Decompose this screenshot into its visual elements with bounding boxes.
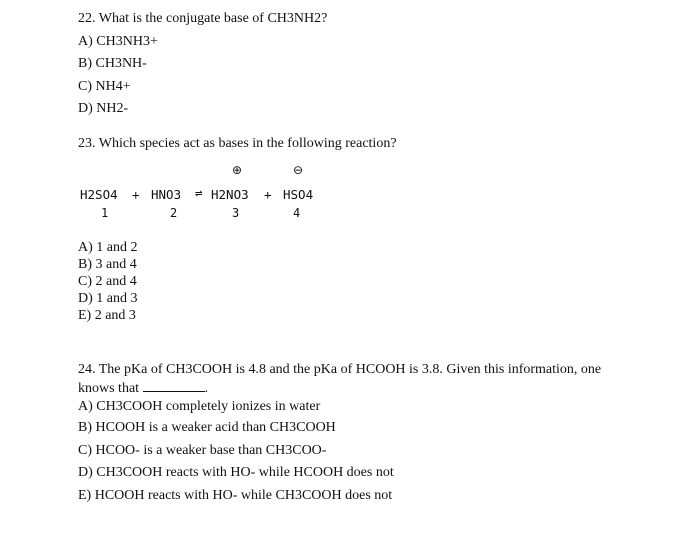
- blank-period: .: [204, 381, 209, 396]
- q24-option-d[interactable]: D) CH3COOH reacts with HO- while HCOOH does not: [78, 465, 394, 480]
- question-24-stem-line1: 24. The pKa of CH3COOH is 4.8 and the pKa of HCOOH is 3.8. Given this information, one: [78, 362, 602, 377]
- plus-sign: +: [132, 187, 140, 202]
- species-number-1: 1: [101, 206, 109, 220]
- q23-option-e[interactable]: E) 2 and 3: [78, 308, 136, 323]
- answer-blank: [143, 379, 205, 392]
- q24-option-b[interactable]: B) HCOOH is a weaker acid than CH3COOH: [78, 420, 336, 435]
- species-h2so4: H2SO4: [80, 187, 118, 202]
- species-h2no3: H2NO3: [211, 187, 249, 202]
- species-hno3: HNO3: [151, 187, 182, 202]
- question-24-stem-text: knows that: [78, 381, 140, 396]
- question-23-stem: 23. Which species act as bases in the following reaction?: [78, 136, 397, 151]
- q23-option-c[interactable]: C) 2 and 4: [78, 274, 137, 289]
- species-number-4: 4: [293, 206, 301, 220]
- q23-option-d[interactable]: D) 1 and 3: [78, 291, 138, 306]
- q24-option-a[interactable]: A) CH3COOH completely ionizes in water: [78, 399, 321, 414]
- q24-option-e[interactable]: E) HCOOH reacts with HO- while CH3COOH does not: [78, 488, 393, 503]
- question-22-stem: 22. What is the conjugate base of CH3NH2?: [78, 11, 328, 26]
- negative-charge-icon: ⊖: [293, 163, 304, 177]
- species-number-3: 3: [232, 206, 240, 220]
- q23-option-b[interactable]: B) 3 and 4: [78, 257, 137, 272]
- q24-option-c[interactable]: C) HCOO- is a weaker base than CH3COO-: [78, 443, 327, 458]
- q22-option-c[interactable]: C) NH4+: [78, 79, 131, 94]
- species-number-2: 2: [170, 206, 178, 220]
- positive-charge-icon: ⊕: [232, 163, 243, 177]
- q22-option-a[interactable]: A) CH3NH3+: [78, 34, 158, 49]
- q22-option-d[interactable]: D) NH2-: [78, 101, 129, 116]
- equilibrium-arrow-icon: ⇌: [195, 185, 203, 200]
- q23-option-a[interactable]: A) 1 and 2: [78, 240, 138, 255]
- question-24-stem-line2: [78, 379, 208, 397]
- q22-option-b[interactable]: B) CH3NH-: [78, 56, 147, 71]
- species-hso4: HSO4: [283, 187, 314, 202]
- plus-sign: +: [264, 187, 272, 202]
